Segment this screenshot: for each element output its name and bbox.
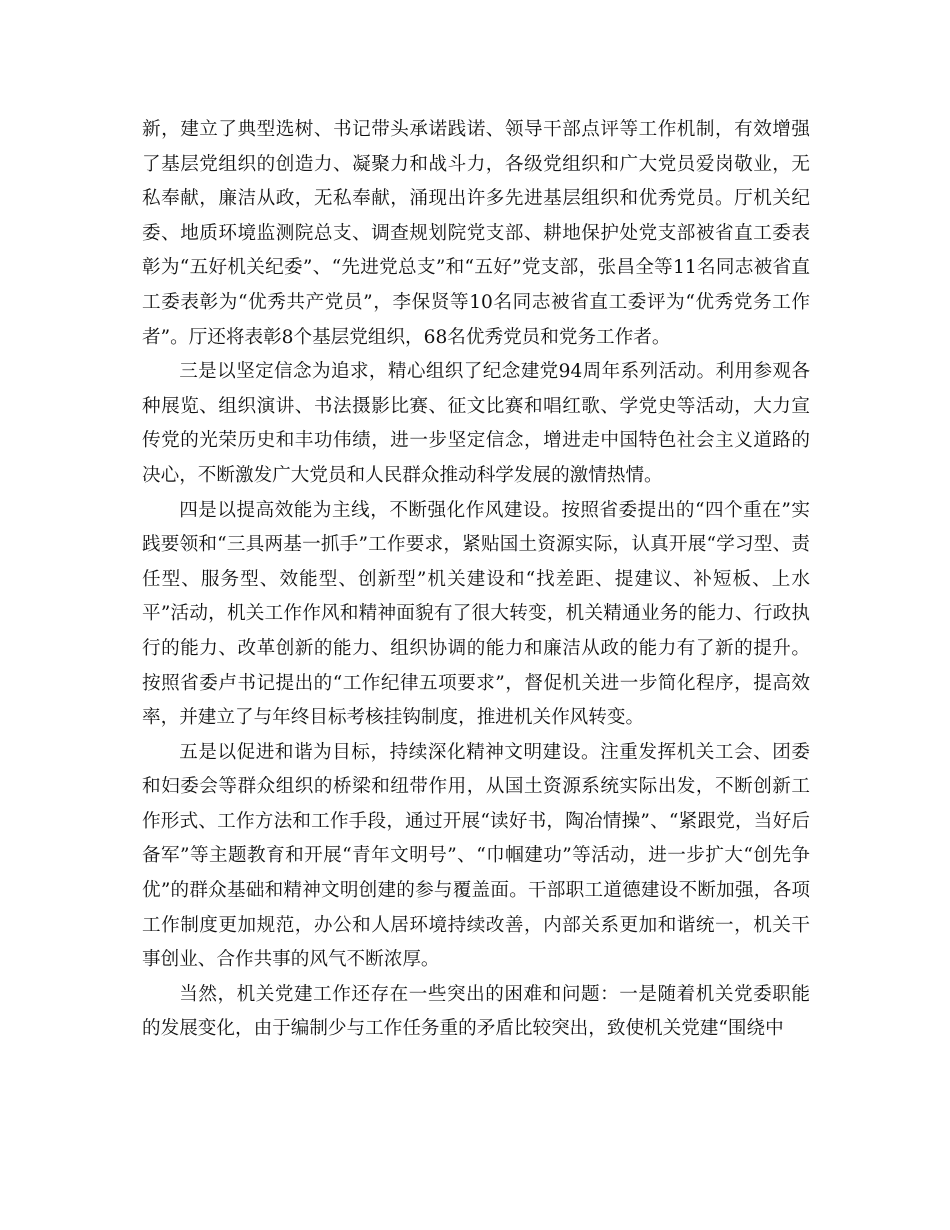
document-body [142,113,810,1047]
paragraph-continuation: 新，建立了典型选树、书记带头承诺践诺、领导干部点评等工作机制，有效增强了基层党组织的创造力、凝聚力和战斗力，各级党组织和广大党员爱岗敬业，无私奉献，廉洁从政，无私奉献，涌现出许多先进基层组织和优秀党员。厅机关纪委、地质环境监测院总支、调查规划院党支部、耕地保护处党支部被省直工委表彰为“五好机关纪委”、“先进党总支”和“五好”党支部，张昌全等11名同志被省直工委表彰为“优秀共产党员”，李保贤等10名同志被省直工委评为“优秀党务工作者”。厅还将表彰8个基层党组织，68名优秀党员和党务工作者。 [142,119,810,348]
paragraph-third-point: 三是以坚定信念为追求，精心组织了纪念建党94周年系列活动。利用参观各种展览、组织演讲、书法摄影比赛、征文比赛和唱红歌、学党史等活动，大力宣传党的光荣历史和丰功伟绩，进一步坚定信念，增进走中国特色社会主义道路的决心，不断激发广大党员和人民群众推动科学发展的激情热情。 [142,361,810,486]
paragraph-fourth-point: 四是以提高效能为主线，不断强化作风建设。按照省委提出的“四个重在”实践要领和“三具两基一抓手”工作要求，紧贴国土资源实际，认真开展“学习型、责任型、服务型、效能型、创新型”机关建设和“找差距、提建议、补短板、上水平”活动，机关工作作风和精神面貌有了很大转变，机关精通业务的能力、行政执行的能力、改革创新的能力、组织协调的能力和廉洁从政的能力有了新的提升。按照省委卢书记提出的“工作纪律五项要求”，督促机关进一步简化程序，提高效率，并建立了与年终目标考核挂钩制度，推进机关作风转变。 [142,499,810,729]
paragraph-problems: 当然，机关党建工作还存在一些突出的困难和问题：一是随着机关党委职能的发展变化，由于编制少与工作任务重的矛盾比较突出，致使机关党建“围绕中 [142,983,810,1040]
paragraph-fifth-point: 五是以促进和谐为目标，持续深化精神文明建设。注重发挥机关工会、团委和妇委会等群众组织的桥梁和纽带作用，从国土资源系统实际出发，不断创新工作形式、工作方法和工作手段，通过开展“读好书，陶冶情操”、“紧跟党，当好后备军”等主题教育和开展“青年文明号”、“巾帼建功”等活动，进一步扩大“创先争优”的群众基础和精神文明创建的参与覆盖面。干部职工道德建设不断加强，各项工作制度更加规范，办公和人居环境持续改善，内部关系更加和谐统一，机关干事创业、合作共事的风气不断浓厚。 [142,741,810,971]
